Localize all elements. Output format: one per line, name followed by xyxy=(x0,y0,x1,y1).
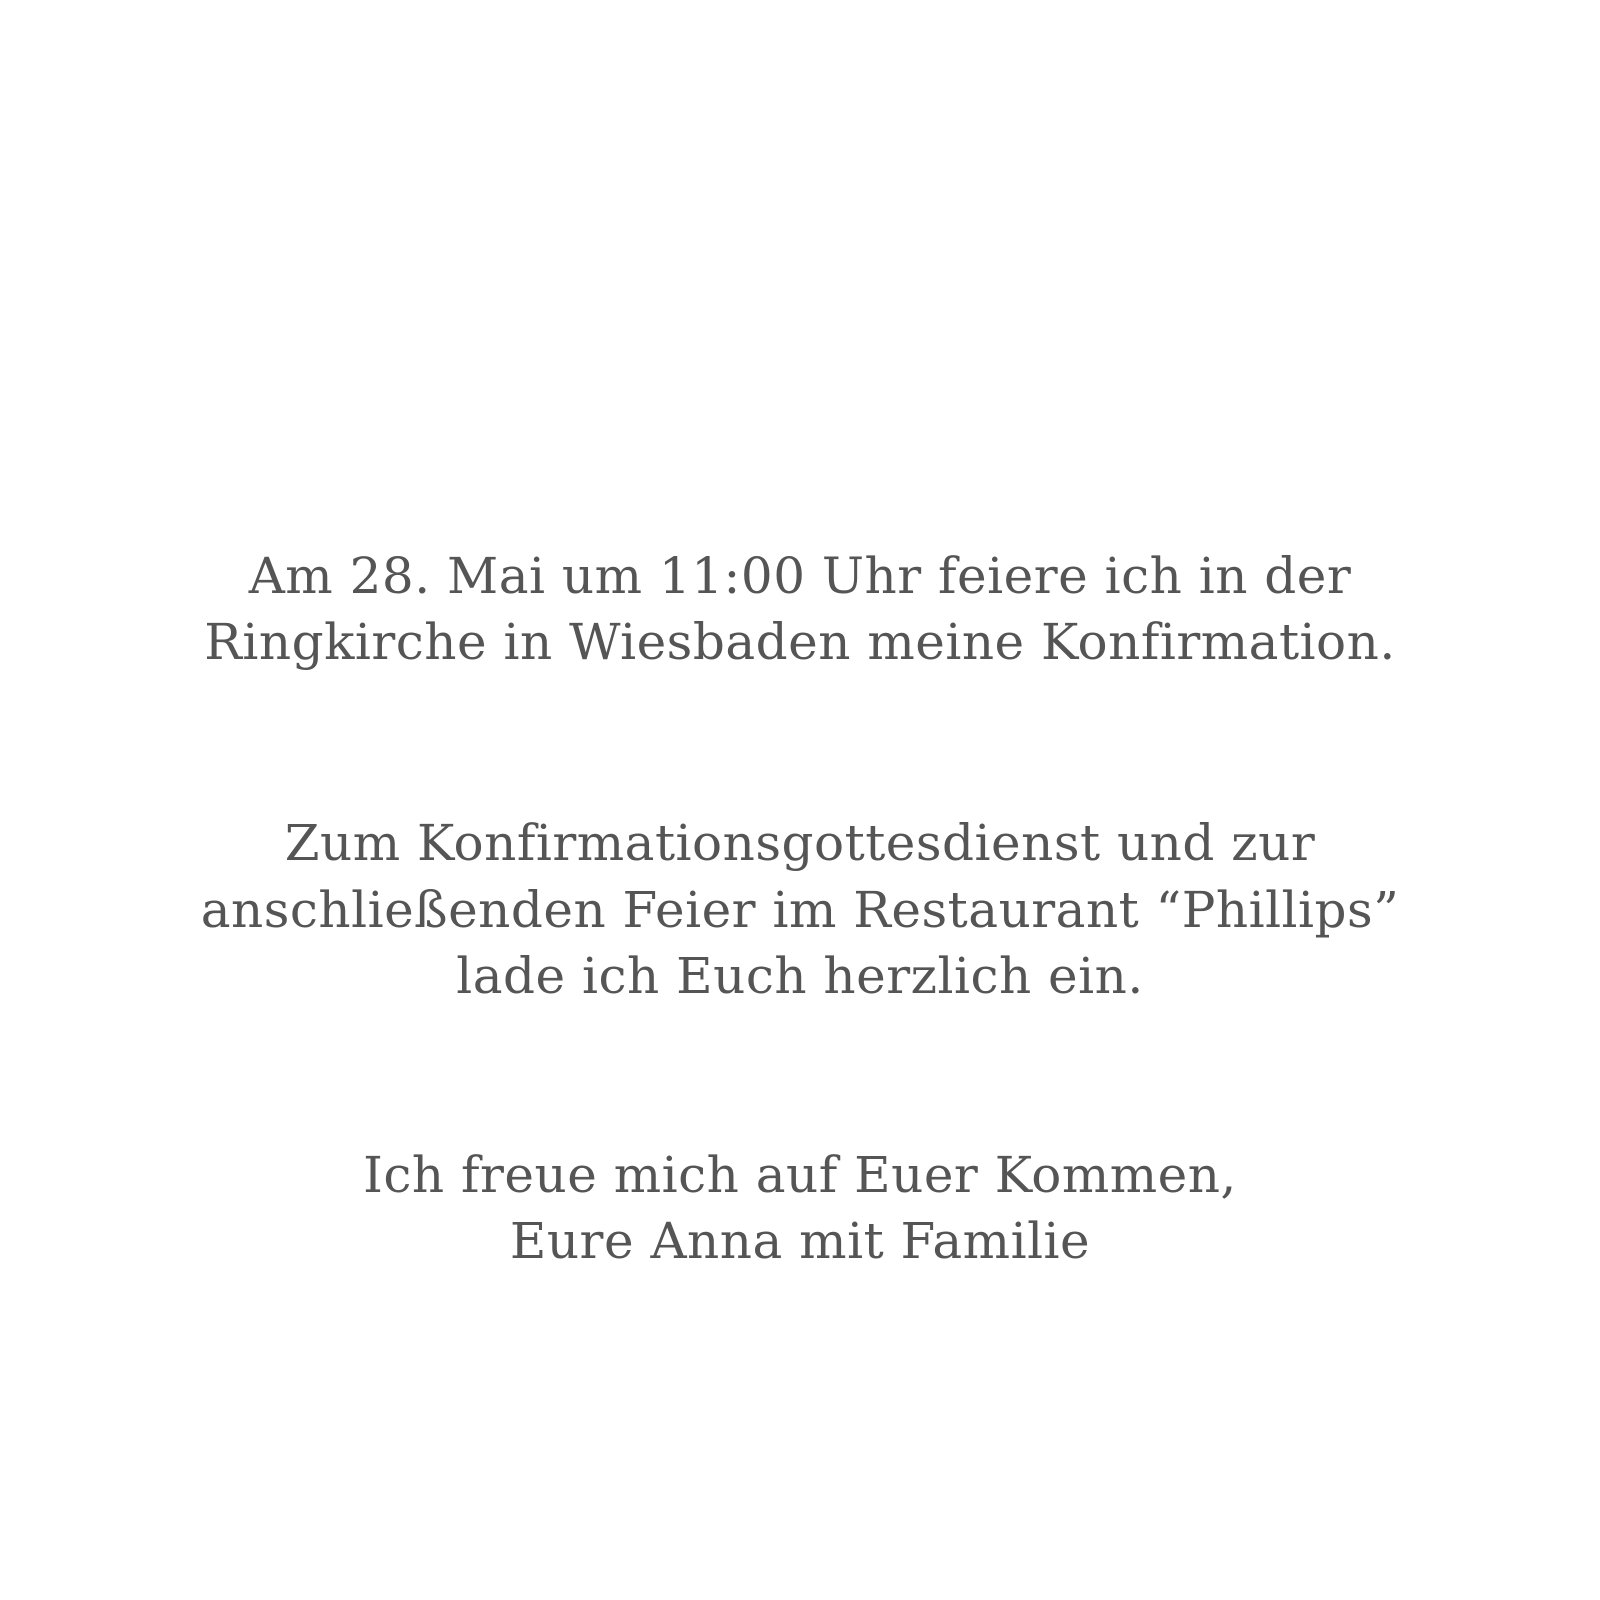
invitation-text-line-2: anschließenden Feier im Restaurant “Phillips” xyxy=(200,881,1400,939)
event-details-line-2: Ringkirche in Wiesbaden meine Konfirmation. xyxy=(204,613,1396,671)
signature-line: Eure Anna mit Familie xyxy=(509,1212,1091,1270)
invitation-text-line-1: Zum Konfirmationsgottesdienst und zur xyxy=(284,814,1316,872)
event-details-line-1: Am 28. Mai um 11:00 Uhr feiere ich in der xyxy=(248,547,1352,605)
closing-line: Ich freue mich auf Euer Kommen, xyxy=(363,1146,1237,1204)
invitation-text-line-3: lade ich Euch herzlich ein. xyxy=(456,947,1144,1005)
